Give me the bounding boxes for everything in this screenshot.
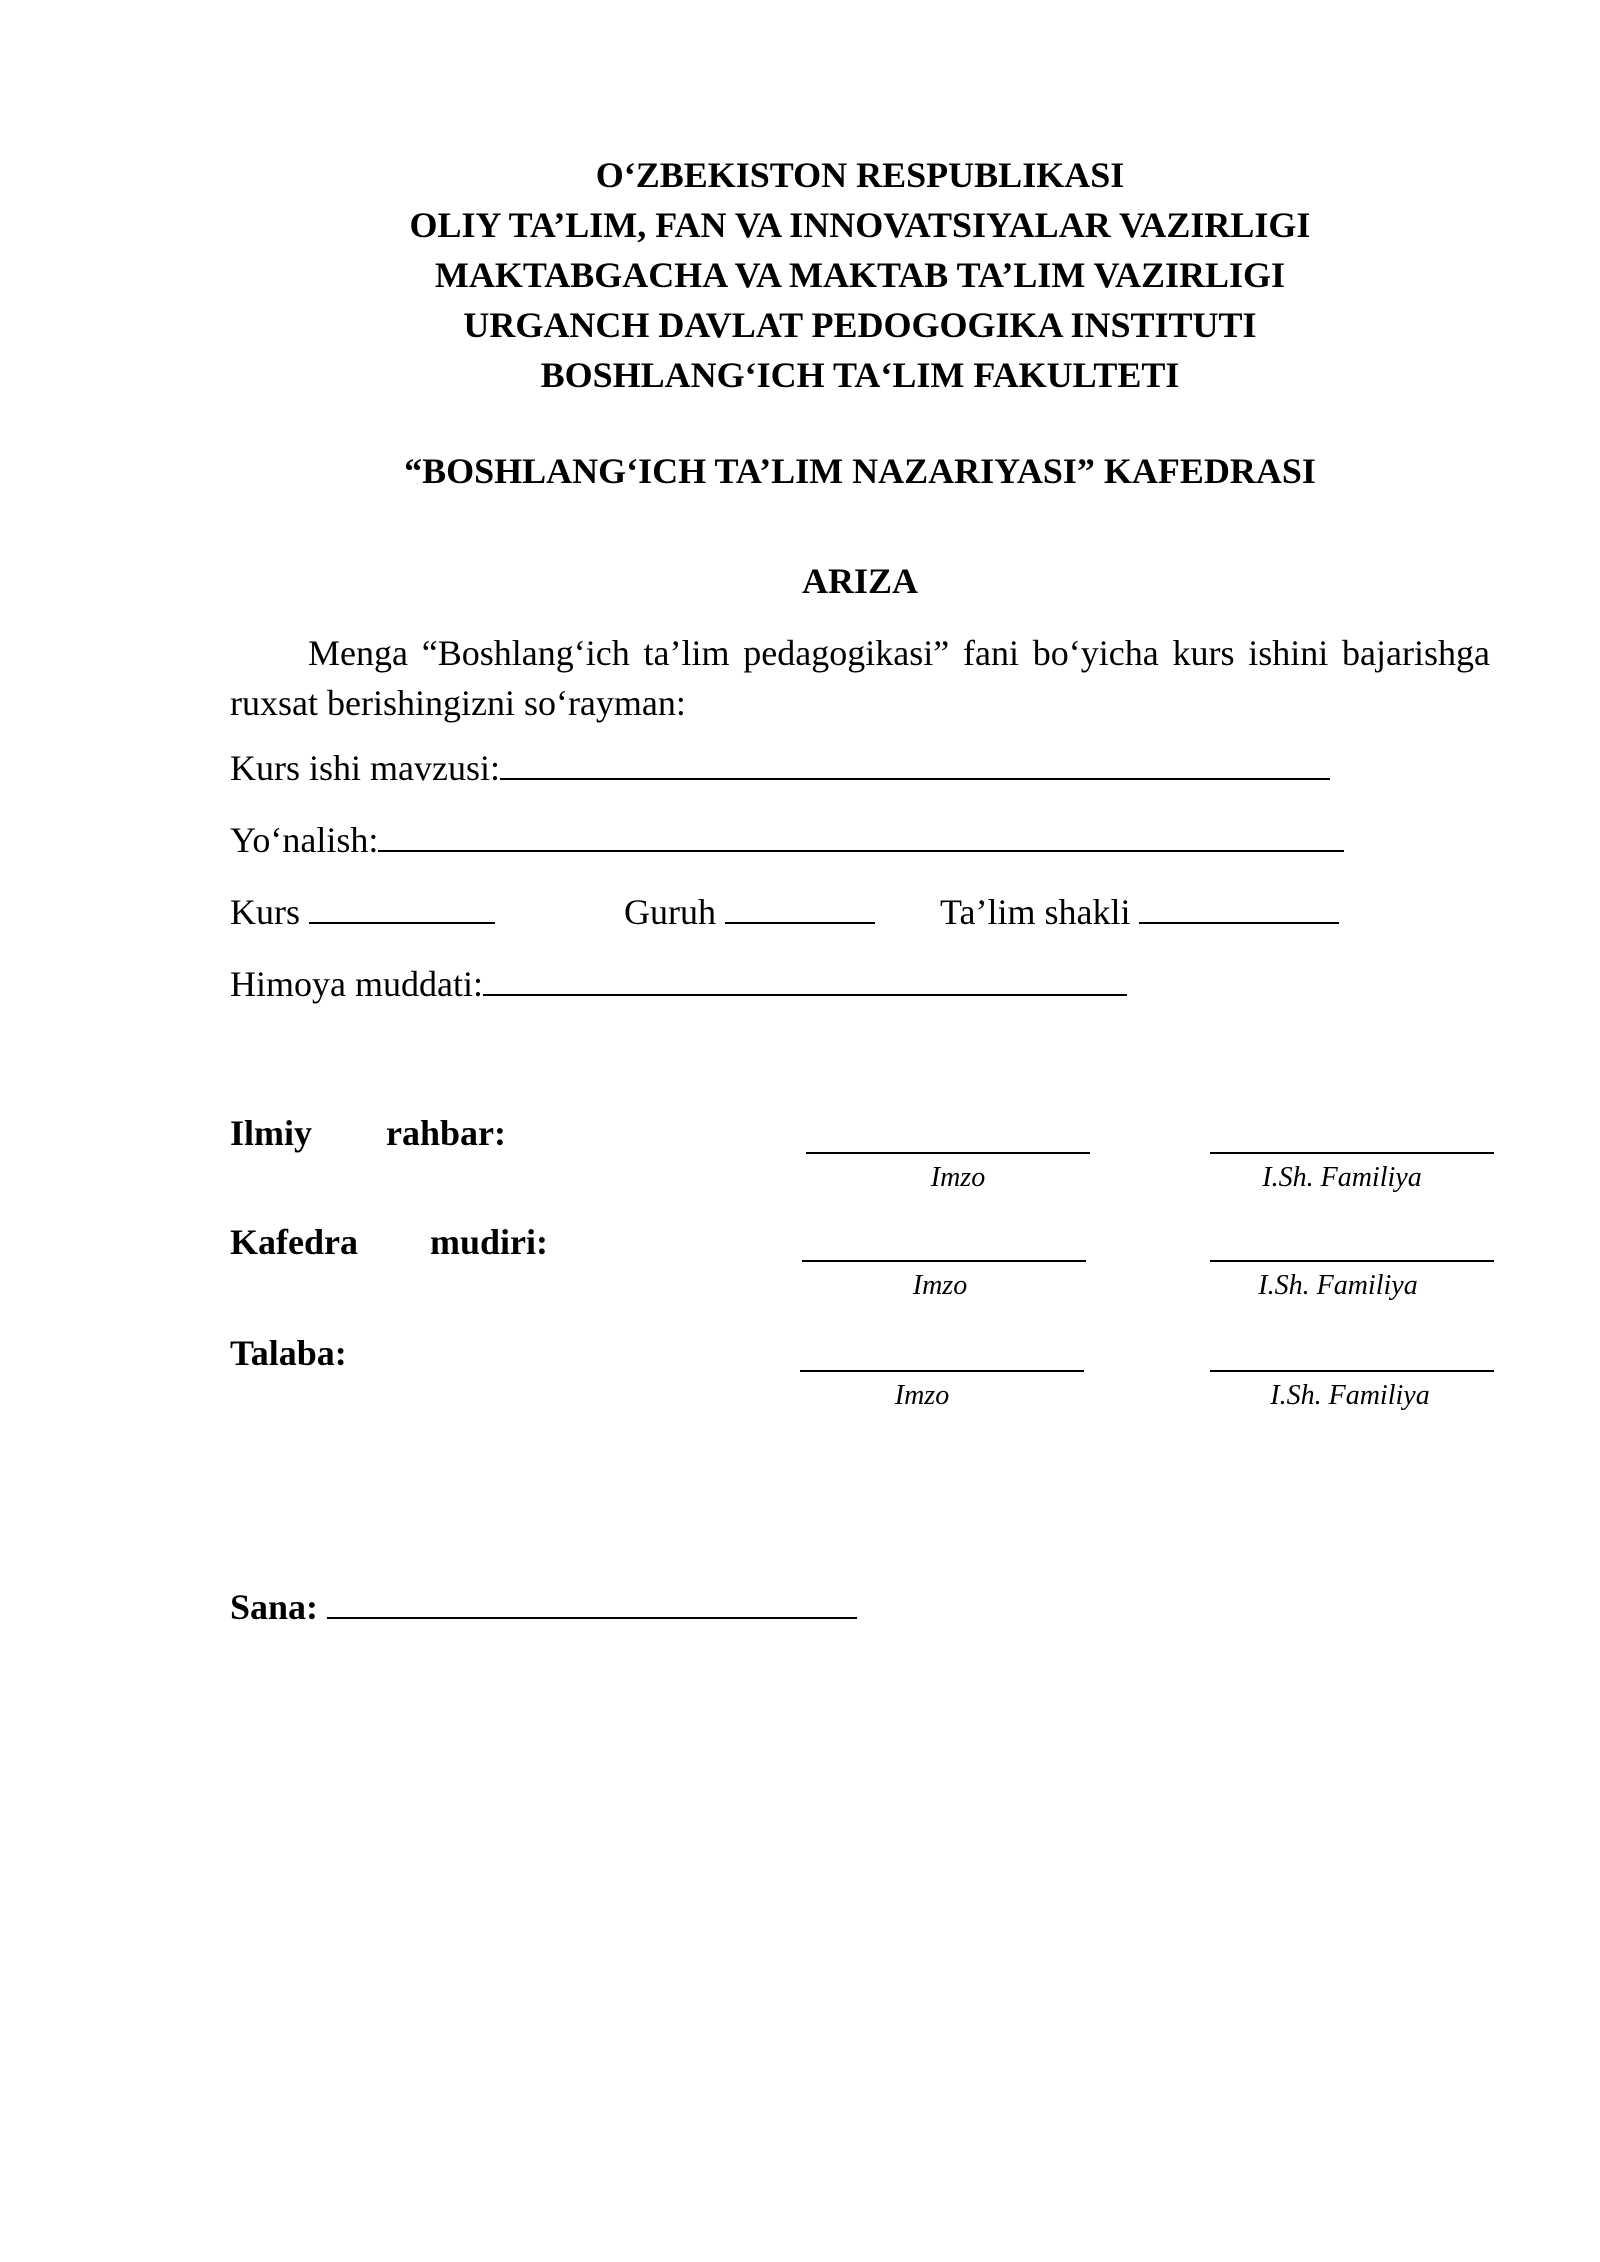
date-field[interactable] [230, 1586, 857, 1628]
department-head-name-line[interactable] [1210, 1260, 1494, 1262]
topic-label: Kurs ishi mavzusi: [230, 748, 500, 788]
defense-date-label: Himoya muddati: [230, 964, 483, 1004]
course-group-row [230, 890, 495, 934]
topic-blank[interactable] [500, 748, 1330, 780]
supervisor-sign-caption: Imzo [930, 1162, 986, 1193]
student-signature-line[interactable] [800, 1370, 1084, 1372]
supervisor-label-word2: rahbar: [386, 1113, 507, 1153]
student-label: Talaba: [230, 1333, 347, 1373]
direction-blank[interactable] [378, 820, 1344, 852]
supervisor-name-caption: I.Sh. Familiya [1262, 1162, 1422, 1193]
group-field [624, 890, 875, 934]
defense-date-blank[interactable] [483, 964, 1127, 996]
header-line-faculty: BOSHLANG‘ICH TA‘LIM FAKULTETI [540, 355, 1180, 395]
department-head-name-caption: I.Sh. Familiya [1258, 1270, 1418, 1301]
header-line-institute: URGANCH DAVLAT PEDOGOGIKA INSTITUTI [463, 305, 1257, 345]
defense-date-field[interactable] [230, 962, 1127, 1006]
department-head-label-word2: mudiri: [429, 1222, 548, 1262]
topic-field[interactable] [230, 746, 1330, 790]
department-head-label-word1: Kafedra [230, 1222, 358, 1262]
course-blank[interactable] [309, 892, 495, 924]
department-head-sign-caption: Imzo [912, 1270, 968, 1301]
course-label: Kurs [230, 892, 300, 932]
study-form-blank[interactable] [1139, 892, 1339, 924]
institution-header [230, 150, 1490, 400]
supervisor-name-line[interactable] [1210, 1152, 1494, 1154]
group-blank[interactable] [725, 892, 875, 924]
study-form-field [940, 890, 1339, 934]
student-name-caption: I.Sh. Familiya [1270, 1380, 1430, 1411]
department-head-signature-line[interactable] [802, 1260, 1086, 1262]
department-head-label [230, 1221, 548, 1263]
date-label: Sana: [230, 1587, 319, 1627]
group-label: Guruh [624, 892, 716, 932]
supervisor-signature-line[interactable] [806, 1152, 1090, 1154]
header-line-ministry-country: O‘ZBEKISTON RESPUBLIKASI [595, 155, 1125, 195]
student-name-line[interactable] [1210, 1370, 1494, 1372]
document-title: ARIZA [801, 561, 918, 601]
supervisor-label-word1: Ilmiy [230, 1113, 313, 1153]
date-blank[interactable] [327, 1587, 857, 1619]
study-form-label: Ta’lim shakli [940, 892, 1131, 932]
department-name: “BOSHLANG‘ICH TA’LIM NAZARIYASI” KAFEDRASI [404, 451, 1316, 491]
student-sign-caption: Imzo [894, 1380, 950, 1411]
direction-label: Yo‘nalish: [230, 820, 379, 860]
header-line-ministry-higher-ed: OLIY TA’LIM, FAN VA INNOVATSIYALAR VAZIRLIGI [409, 205, 1311, 245]
supervisor-label [230, 1112, 506, 1154]
direction-field[interactable] [230, 818, 1344, 862]
header-line-ministry-school: MAKTABGACHA VA MAKTAB TA’LIM VAZIRLIGI [434, 255, 1286, 295]
request-text: Menga “Boshlang‘ich ta’lim pedagogikasi” fani bo‘yicha kurs ishini bajarishga ruxsat berishingizni so‘rayman: [230, 633, 1490, 723]
